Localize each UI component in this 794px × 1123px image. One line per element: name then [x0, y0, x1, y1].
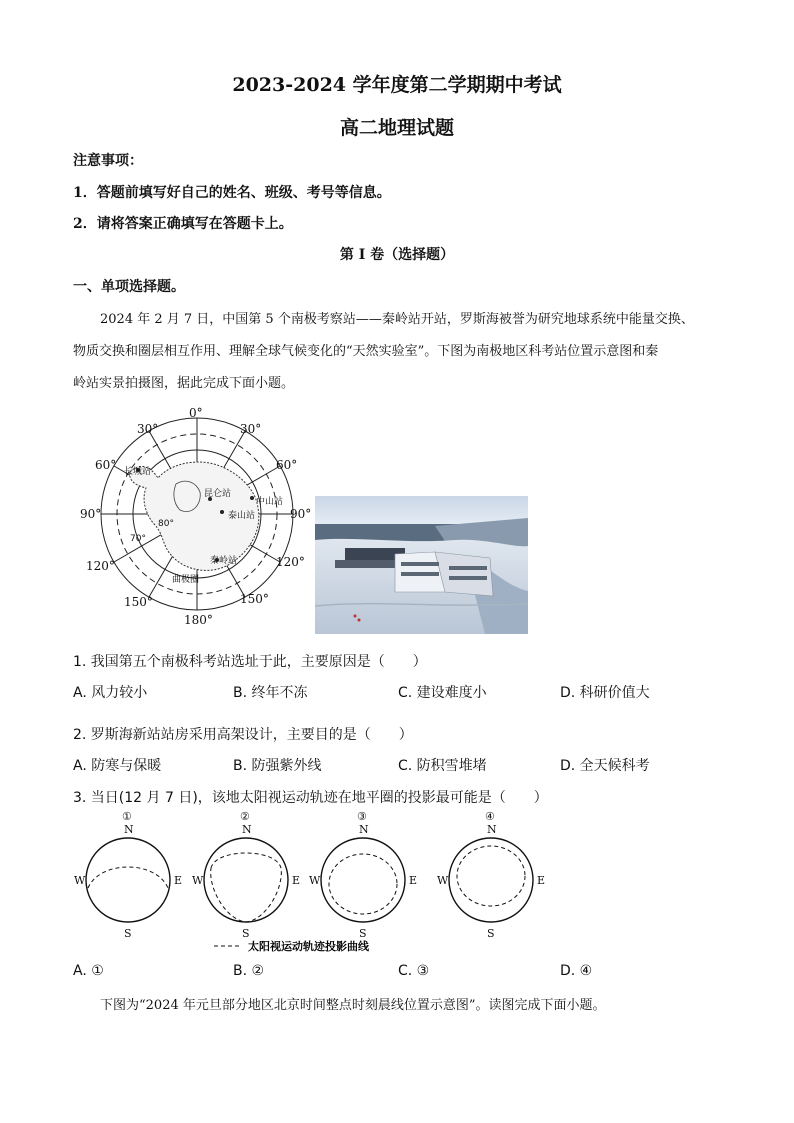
diagram-1-number: ① [122, 810, 132, 823]
station-kunlun-label: 昆仑站 [204, 489, 232, 499]
diagram-2-west: W [192, 874, 204, 887]
curve-label: 曲极圈 [172, 575, 200, 585]
diagram-1-east: E [174, 874, 183, 887]
notes-item-1: 1．答题前填写好自己的姓名、班级、考号等信息。 [73, 185, 391, 201]
diagram-3-number: ③ [357, 810, 367, 823]
qinling-station-photo [315, 496, 528, 634]
passage-1-line-3: 岭站实景拍摄图，据此完成下面小题。 [73, 376, 295, 391]
diagram-2-number: ② [240, 810, 250, 823]
volume-title: 第 I 卷（选择题） [339, 247, 455, 263]
q2-option-b[interactable]: B. 防强紫外线 [233, 758, 322, 774]
sun-diagram-2 [192, 810, 300, 940]
lon-label-0: 0° [189, 406, 203, 420]
station-taishan-label: 泰山站 [228, 511, 256, 521]
diagram-1-south: S [124, 927, 132, 940]
legend-label: 太阳视运动轨迹投影曲线 [248, 940, 369, 953]
notes-heading: 注意事项： [73, 153, 143, 169]
diagram-4-north: N [487, 823, 497, 836]
lon-label-60w: 60° [95, 458, 117, 472]
notes-item-2: 2．请将答案正确填写在答题卡上。 [73, 216, 293, 232]
passage-1-line-1: 2024 年 2 月 7 日，中国第 5 个南极考察站——秦岭站开站，罗斯海被誉为研究地球系统中能量交换、 [100, 312, 694, 327]
sun-diagram-3 [309, 810, 417, 940]
passage-2: 下图为“2024 年元旦部分地区北京时间整点时刻晨线位置示意图”。读图完成下面小题。 [100, 998, 606, 1013]
q3-option-a[interactable]: A. ① [73, 963, 104, 979]
q1-option-b[interactable]: B. 终年不冻 [233, 685, 308, 701]
question-1-stem: 1. 我国第五个南极科考站选址于此，主要原因是（ ） [73, 654, 427, 670]
diagram-1-west: W [74, 874, 86, 887]
station-changcheng-label: 长城站 [124, 467, 152, 477]
lon-label-120e: 120° [276, 555, 305, 569]
diagram-4-west: W [437, 874, 449, 887]
diagram-2-north: N [242, 823, 252, 836]
section-title: 一、单项选择题。 [73, 279, 185, 295]
diagram-4-east: E [537, 874, 546, 887]
lon-label-30e: 30° [240, 422, 262, 436]
lon-label-180: 180° [184, 613, 213, 627]
diagram-2-south: S [242, 927, 250, 940]
q3-option-c[interactable]: C. ③ [398, 963, 430, 979]
exam-title: 2023-2024 学年度第二学期期中考试 [232, 74, 562, 96]
q2-option-c[interactable]: C. 防积雪堆堵 [398, 758, 487, 774]
exam-subtitle: 高二地理试题 [339, 117, 454, 139]
diagram-3-north: N [359, 823, 369, 836]
q2-option-a[interactable]: A. 防寒与保暖 [73, 758, 162, 774]
station-qinling-label: 秦岭站 [210, 556, 238, 566]
lon-label-120w: 120° [86, 559, 115, 573]
lat-label-80: 80° [158, 519, 174, 529]
lat-label-70: 70° [130, 534, 146, 544]
diagram-3-east: E [409, 874, 418, 887]
lon-label-30w: 30° [137, 422, 159, 436]
sun-path-diagrams [66, 808, 556, 958]
q3-option-d[interactable]: D. ④ [560, 963, 593, 979]
lon-label-150e: 150° [240, 592, 269, 606]
sun-diagram-4 [437, 810, 545, 940]
q1-option-c[interactable]: C. 建设难度小 [398, 685, 487, 701]
q3-option-b[interactable]: B. ② [233, 963, 265, 979]
diagram-4-number: ④ [485, 810, 495, 823]
q1-option-a[interactable]: A. 风力较小 [73, 685, 148, 701]
sun-diagram-1 [74, 810, 182, 940]
q2-option-d[interactable]: D. 全天候科考 [560, 758, 650, 774]
diagram-4-south: S [487, 927, 495, 940]
station-zhongshan-label: 中山站 [256, 497, 284, 507]
lon-label-60e: 60° [276, 458, 298, 472]
q1-option-d[interactable]: D. 科研价值大 [560, 685, 650, 701]
lon-label-90w: 90° [80, 507, 102, 521]
diagram-2-east: E [292, 874, 301, 887]
diagram-3-west: W [309, 874, 321, 887]
question-2-stem: 2. 罗斯海新站站房采用高架设计，主要目的是（ ） [73, 727, 413, 743]
antarctic-station-map [80, 400, 320, 630]
diagram-1-north: N [124, 823, 134, 836]
diagram-3-south: S [359, 927, 367, 940]
question-3-stem: 3. 当日(12 月 7 日)，该地太阳视运动轨迹在地平圈的投影最可能是（ ） [73, 790, 548, 806]
lon-label-150w: 150° [124, 595, 153, 609]
passage-1-line-2: 物质交换和圈层相互作用、理解全球气候变化的“天然实验室”。下图为南极地区科考站位置示意图和秦 [73, 344, 659, 359]
lon-label-90e: 90° [290, 507, 312, 521]
